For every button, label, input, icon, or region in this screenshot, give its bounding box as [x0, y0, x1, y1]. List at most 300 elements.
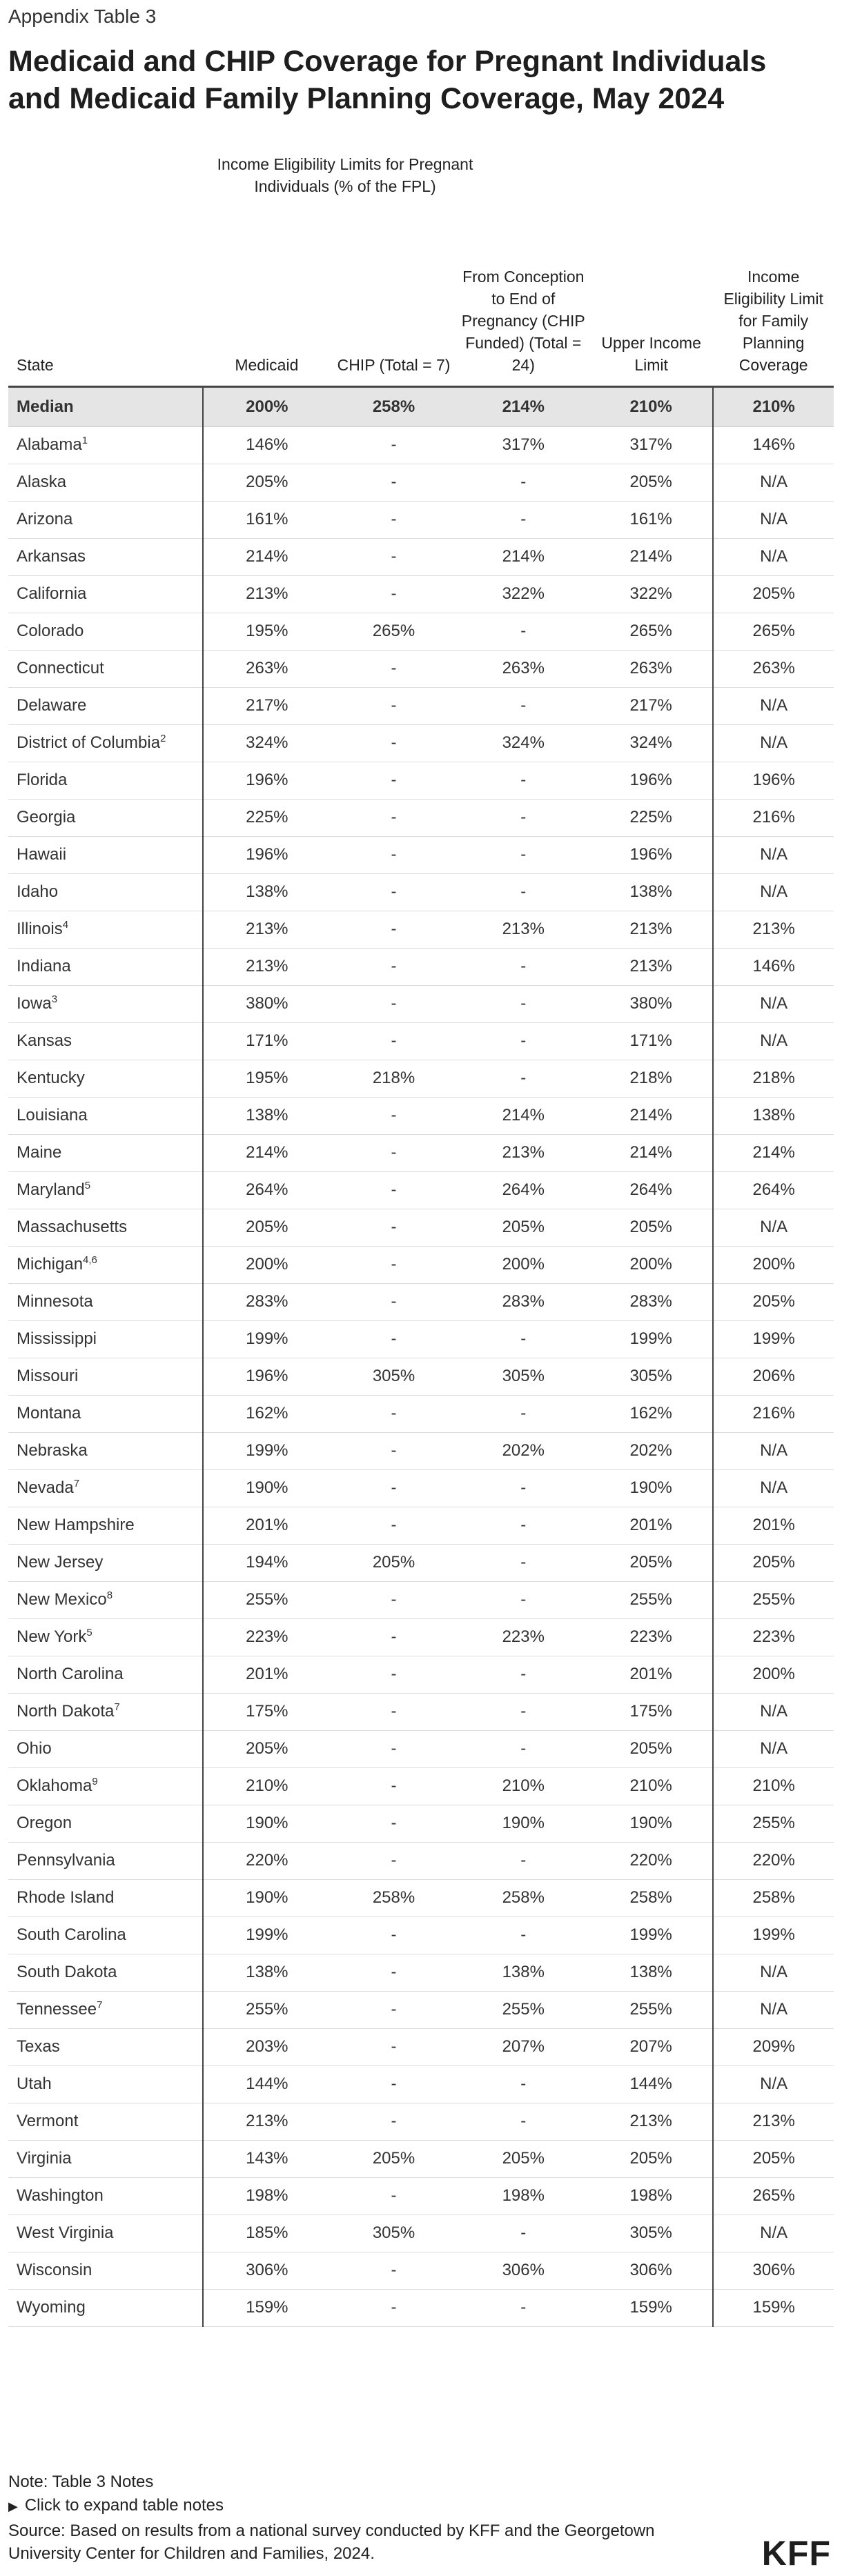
appendix-label: Appendix Table 3	[8, 6, 157, 27]
cell-state	[8, 985, 203, 1022]
cell-upper: 220%	[589, 1842, 713, 1879]
cell-state	[8, 2252, 203, 2289]
median-label: Median	[8, 386, 203, 426]
cell-family-planning: N/A	[713, 1469, 834, 1507]
cell-upper: 201%	[589, 1656, 713, 1693]
cell-family-planning: N/A	[713, 1022, 834, 1060]
cell-family-planning: N/A	[713, 1693, 834, 1730]
table-row	[8, 1730, 834, 1767]
cell-upper: 175%	[589, 1693, 713, 1730]
cell-medicaid: 196%	[203, 1358, 330, 1395]
cell-medicaid: 194%	[203, 1544, 330, 1581]
cell-state	[8, 1656, 203, 1693]
cell-upper: 214%	[589, 1097, 713, 1134]
table-row	[8, 1656, 834, 1693]
state-name: Georgia	[17, 808, 76, 826]
cell-medicaid: 195%	[203, 613, 330, 650]
cell-family-planning: 138%	[713, 1097, 834, 1134]
cell-upper: 223%	[589, 1618, 713, 1656]
cell-family-planning: 205%	[713, 575, 834, 613]
cell-state	[8, 1954, 203, 1991]
cell-family-planning: N/A	[713, 1209, 834, 1246]
cell-upper: 190%	[589, 1805, 713, 1842]
state-name: South Dakota	[17, 1963, 117, 1981]
triangle-right-icon: ▶	[8, 2499, 18, 2513]
cell-family-planning: 218%	[713, 1060, 834, 1097]
state-name: Oregon	[17, 1814, 72, 1832]
cell-conception: 205%	[458, 2140, 589, 2177]
cell-conception: -	[458, 613, 589, 650]
cell-chip: -	[330, 799, 457, 836]
cell-conception: -	[458, 1842, 589, 1879]
table-row	[8, 1209, 834, 1246]
state-name: Rhode Island	[17, 1888, 115, 1907]
table-row	[8, 2103, 834, 2140]
state-name: Kansas	[17, 1031, 72, 1050]
cell-state	[8, 1097, 203, 1134]
cell-family-planning: 258%	[713, 1879, 834, 1916]
cell-family-planning: N/A	[713, 836, 834, 873]
cell-chip: -	[330, 1618, 457, 1656]
cell-conception: -	[458, 1656, 589, 1693]
page-title: Medicaid and CHIP Coverage for Pregnant Individuals and Medicaid Family Planning Coverage, May 2024	[8, 45, 767, 115]
cell-conception: -	[458, 1320, 589, 1358]
cell-conception: -	[458, 1469, 589, 1507]
cell-family-planning: 216%	[713, 1395, 834, 1432]
state-name: Connecticut	[17, 659, 104, 677]
state-name: Colorado	[17, 622, 84, 640]
table-row	[8, 2215, 834, 2252]
cell-upper: 305%	[589, 1358, 713, 1395]
state-name: Arizona	[17, 510, 73, 528]
cell-family-planning: 255%	[713, 1805, 834, 1842]
cell-chip: -	[330, 1283, 457, 1320]
median-conception: 214%	[458, 386, 589, 426]
state-name: Missouri	[17, 1367, 79, 1385]
expand-notes-toggle[interactable]	[8, 2496, 224, 2515]
table-row	[8, 1991, 834, 2028]
cell-conception: 255%	[458, 1991, 589, 2028]
cell-chip: -	[330, 948, 457, 985]
cell-state	[8, 1916, 203, 1954]
col-header-conception: From Conception to End of Pregnancy (CHIP Funded) (Total = 24)	[458, 207, 589, 386]
cell-chip: -	[330, 1209, 457, 1246]
state-name: California	[17, 584, 87, 603]
median-family-planning: 210%	[713, 386, 834, 426]
table-row	[8, 687, 834, 724]
cell-state	[8, 1320, 203, 1358]
cell-medicaid: 220%	[203, 1842, 330, 1879]
state-name: Nevada	[17, 1478, 74, 1497]
cell-chip: -	[330, 1730, 457, 1767]
cell-upper: 207%	[589, 2028, 713, 2065]
cell-chip: -	[330, 911, 457, 948]
state-name: Vermont	[17, 2112, 79, 2130]
cell-conception: 263%	[458, 650, 589, 687]
state-name: Alabama	[17, 435, 82, 454]
table-row	[8, 1469, 834, 1507]
cell-upper: 213%	[589, 911, 713, 948]
cell-medicaid: 201%	[203, 1507, 330, 1544]
cell-state	[8, 1395, 203, 1432]
cell-medicaid: 196%	[203, 762, 330, 799]
cell-state	[8, 724, 203, 762]
table-row	[8, 1805, 834, 1842]
table-row	[8, 650, 834, 687]
state-name: Maryland	[17, 1180, 85, 1199]
table-row	[8, 426, 834, 464]
cell-upper: 199%	[589, 1916, 713, 1954]
cell-medicaid: 210%	[203, 1767, 330, 1805]
cell-state	[8, 1730, 203, 1767]
cell-conception: -	[458, 948, 589, 985]
cell-family-planning: 214%	[713, 1134, 834, 1171]
cell-medicaid: 138%	[203, 1097, 330, 1134]
cell-medicaid: 199%	[203, 1432, 330, 1469]
cell-family-planning: 146%	[713, 948, 834, 985]
cell-family-planning: 199%	[713, 1320, 834, 1358]
cell-conception: 198%	[458, 2177, 589, 2215]
table-row	[8, 985, 834, 1022]
table-row	[8, 724, 834, 762]
cell-medicaid: 214%	[203, 538, 330, 575]
cell-upper: 205%	[589, 1544, 713, 1581]
footnote-marker: 7	[97, 1999, 103, 2011]
cell-family-planning: N/A	[713, 873, 834, 911]
cell-upper: 210%	[589, 1767, 713, 1805]
cell-family-planning: 210%	[713, 1767, 834, 1805]
cell-chip: -	[330, 873, 457, 911]
cell-upper: 306%	[589, 2252, 713, 2289]
cell-state	[8, 1469, 203, 1507]
cell-family-planning: 306%	[713, 2252, 834, 2289]
table-row	[8, 1060, 834, 1097]
state-name: Indiana	[17, 957, 71, 975]
cell-conception: -	[458, 501, 589, 538]
median-chip: 258%	[330, 386, 457, 426]
table-row	[8, 1022, 834, 1060]
cell-family-planning: 205%	[713, 2140, 834, 2177]
cell-conception: -	[458, 836, 589, 873]
cell-state	[8, 464, 203, 501]
cell-state	[8, 1246, 203, 1283]
cell-family-planning: N/A	[713, 687, 834, 724]
cell-conception: -	[458, 873, 589, 911]
col-header-chip: CHIP (Total = 7)	[330, 207, 457, 386]
footnote-marker: 4	[62, 919, 69, 931]
cell-upper: 214%	[589, 538, 713, 575]
state-name: Minnesota	[17, 1292, 93, 1311]
cell-medicaid: 200%	[203, 1246, 330, 1283]
state-name: Nebraska	[17, 1441, 88, 1460]
footnote-marker: 2	[160, 733, 166, 744]
cell-family-planning: 146%	[713, 426, 834, 464]
cell-medicaid: 190%	[203, 1469, 330, 1507]
cell-upper: 205%	[589, 1209, 713, 1246]
table-row	[8, 2140, 834, 2177]
cell-medicaid: 205%	[203, 1209, 330, 1246]
col-header-medicaid: Medicaid	[203, 207, 330, 386]
cell-upper: 317%	[589, 426, 713, 464]
cell-state	[8, 799, 203, 836]
cell-state	[8, 2065, 203, 2103]
table-row	[8, 948, 834, 985]
state-name: Tennessee	[17, 2000, 97, 2019]
cell-upper: 255%	[589, 1581, 713, 1618]
cell-upper: 138%	[589, 1954, 713, 1991]
cell-conception: -	[458, 1693, 589, 1730]
table-row	[8, 1693, 834, 1730]
cell-chip: -	[330, 836, 457, 873]
cell-conception: 264%	[458, 1171, 589, 1209]
cell-upper: 322%	[589, 575, 713, 613]
cell-state	[8, 2028, 203, 2065]
state-name: South Carolina	[17, 1925, 126, 1944]
cell-medicaid: 225%	[203, 799, 330, 836]
cell-chip: -	[330, 1991, 457, 2028]
table-row	[8, 464, 834, 501]
cell-conception: -	[458, 985, 589, 1022]
cell-chip: -	[330, 1656, 457, 1693]
state-name: Washington	[17, 2186, 104, 2205]
cell-state	[8, 426, 203, 464]
cell-chip: -	[330, 1134, 457, 1171]
cell-chip: -	[330, 2028, 457, 2065]
cell-chip: -	[330, 1507, 457, 1544]
cell-medicaid: 199%	[203, 1916, 330, 1954]
state-name: Maine	[17, 1143, 62, 1162]
table-row	[8, 2252, 834, 2289]
cell-family-planning: N/A	[713, 2215, 834, 2252]
cell-upper: 171%	[589, 1022, 713, 1060]
state-name: Mississippi	[17, 1329, 97, 1348]
table-row	[8, 613, 834, 650]
state-name: Virginia	[17, 2149, 72, 2168]
cell-medicaid: 144%	[203, 2065, 330, 2103]
cell-medicaid: 143%	[203, 2140, 330, 2177]
cell-medicaid: 324%	[203, 724, 330, 762]
cell-upper: 198%	[589, 2177, 713, 2215]
cell-chip: -	[330, 1022, 457, 1060]
cell-conception: 305%	[458, 1358, 589, 1395]
cell-conception: 322%	[458, 575, 589, 613]
state-name: Idaho	[17, 882, 59, 901]
cell-upper: 201%	[589, 1507, 713, 1544]
cell-chip: -	[330, 1581, 457, 1618]
cell-medicaid: 175%	[203, 1693, 330, 1730]
state-name: Wyoming	[17, 2298, 86, 2317]
state-name: North Carolina	[17, 1665, 124, 1683]
table-row	[8, 1432, 834, 1469]
cell-state	[8, 575, 203, 613]
source-note: Source: Based on results from a national survey conducted by KFF and the Georgetown University Center for Children and Families, 2024.	[8, 2521, 655, 2563]
cell-state	[8, 1134, 203, 1171]
table-row	[8, 1581, 834, 1618]
cell-state	[8, 1842, 203, 1879]
cell-state	[8, 1693, 203, 1730]
footnote-marker: 8	[106, 1589, 113, 1601]
eligibility-table	[8, 207, 834, 2327]
cell-upper: 380%	[589, 985, 713, 1022]
footnote-marker: 3	[51, 993, 58, 1005]
cell-upper: 214%	[589, 1134, 713, 1171]
cell-chip: -	[330, 687, 457, 724]
table-row	[8, 1395, 834, 1432]
cell-state	[8, 538, 203, 575]
cell-state	[8, 1879, 203, 1916]
cell-chip: -	[330, 1469, 457, 1507]
table-row	[8, 1544, 834, 1581]
cell-state	[8, 1060, 203, 1097]
cell-conception: 205%	[458, 1209, 589, 1246]
cell-conception: 207%	[458, 2028, 589, 2065]
cell-conception: -	[458, 1022, 589, 1060]
table-note: Note: Table 3 Notes	[8, 2473, 154, 2491]
cell-chip: 258%	[330, 1879, 457, 1916]
cell-chip: -	[330, 1097, 457, 1134]
cell-upper: 199%	[589, 1320, 713, 1358]
table-row	[8, 501, 834, 538]
cell-chip: 305%	[330, 2215, 457, 2252]
cell-family-planning: 199%	[713, 1916, 834, 1954]
cell-state	[8, 613, 203, 650]
cell-chip: 205%	[330, 2140, 457, 2177]
footnote-marker: 5	[86, 1627, 92, 1638]
cell-chip: -	[330, 1395, 457, 1432]
cell-state	[8, 501, 203, 538]
cell-medicaid: 205%	[203, 1730, 330, 1767]
cell-chip: -	[330, 1432, 457, 1469]
cell-conception: 190%	[458, 1805, 589, 1842]
cell-family-planning: 216%	[713, 799, 834, 836]
cell-medicaid: 380%	[203, 985, 330, 1022]
table-row	[8, 799, 834, 836]
cell-medicaid: 159%	[203, 2289, 330, 2326]
cell-chip: -	[330, 1246, 457, 1283]
cell-conception: -	[458, 1060, 589, 1097]
cell-conception: -	[458, 2103, 589, 2140]
cell-family-planning: N/A	[713, 1954, 834, 1991]
state-name: Iowa	[17, 994, 52, 1013]
table-row	[8, 2289, 834, 2326]
cell-conception: 317%	[458, 426, 589, 464]
cell-chip: -	[330, 2065, 457, 2103]
cell-state	[8, 1209, 203, 1246]
cell-chip: -	[330, 2177, 457, 2215]
cell-state	[8, 2215, 203, 2252]
cell-conception: -	[458, 464, 589, 501]
table-row	[8, 1358, 834, 1395]
cell-conception: 138%	[458, 1954, 589, 1991]
cell-chip: -	[330, 724, 457, 762]
cell-chip: -	[330, 464, 457, 501]
table-row	[8, 1171, 834, 1209]
cell-family-planning: 209%	[713, 2028, 834, 2065]
state-name: Pennsylvania	[17, 1851, 115, 1870]
cell-family-planning: N/A	[713, 1730, 834, 1767]
state-name: Delaware	[17, 696, 87, 715]
cell-medicaid: 161%	[203, 501, 330, 538]
cell-family-planning: 205%	[713, 1283, 834, 1320]
state-name: District of Columbia	[17, 733, 161, 752]
cell-state	[8, 1805, 203, 1842]
cell-chip: -	[330, 1767, 457, 1805]
cell-upper: 138%	[589, 873, 713, 911]
expand-notes-label: Click to expand table notes	[24, 2496, 224, 2515]
cell-conception: 213%	[458, 1134, 589, 1171]
state-name: Hawaii	[17, 845, 67, 864]
cell-state	[8, 1991, 203, 2028]
cell-upper: 283%	[589, 1283, 713, 1320]
cell-upper: 162%	[589, 1395, 713, 1432]
cell-state	[8, 1283, 203, 1320]
cell-upper: 202%	[589, 1432, 713, 1469]
cell-state	[8, 2140, 203, 2177]
cell-state	[8, 1171, 203, 1209]
cell-family-planning: N/A	[713, 464, 834, 501]
cell-conception: -	[458, 1730, 589, 1767]
footnote-marker: 4,6	[83, 1254, 97, 1266]
cell-conception: 200%	[458, 1246, 589, 1283]
cell-upper: 305%	[589, 2215, 713, 2252]
cell-state	[8, 1581, 203, 1618]
state-name: North Dakota	[17, 1702, 115, 1721]
cell-chip: -	[330, 2103, 457, 2140]
table-row	[8, 1134, 834, 1171]
footnote-marker: 7	[114, 1701, 120, 1713]
cell-medicaid: 306%	[203, 2252, 330, 2289]
cell-state	[8, 1022, 203, 1060]
cell-family-planning: 200%	[713, 1656, 834, 1693]
cell-medicaid: 138%	[203, 873, 330, 911]
table-row	[8, 1954, 834, 1991]
table-row	[8, 1246, 834, 1283]
median-upper: 210%	[589, 386, 713, 426]
cell-family-planning: N/A	[713, 538, 834, 575]
footnote-marker: 7	[73, 1478, 80, 1489]
cell-conception: -	[458, 1581, 589, 1618]
cell-medicaid: 214%	[203, 1134, 330, 1171]
cell-state	[8, 873, 203, 911]
cell-family-planning: 206%	[713, 1358, 834, 1395]
cell-upper: 263%	[589, 650, 713, 687]
state-name: New Hampshire	[17, 1516, 135, 1534]
state-name: New Jersey	[17, 1553, 104, 1572]
cell-medicaid: 205%	[203, 464, 330, 501]
cell-conception: 306%	[458, 2252, 589, 2289]
cell-family-planning: 200%	[713, 1246, 834, 1283]
state-name: Texas	[17, 2037, 60, 2056]
cell-chip: -	[330, 985, 457, 1022]
table-row	[8, 1916, 834, 1954]
table-row	[8, 873, 834, 911]
cell-upper: 200%	[589, 1246, 713, 1283]
cell-chip: -	[330, 2289, 457, 2326]
state-name: Montana	[17, 1404, 81, 1423]
cell-state	[8, 948, 203, 985]
cell-state	[8, 2289, 203, 2326]
cell-conception: -	[458, 2065, 589, 2103]
cell-conception: -	[458, 762, 589, 799]
cell-state	[8, 1507, 203, 1544]
cell-medicaid: 255%	[203, 1581, 330, 1618]
cell-conception: -	[458, 1916, 589, 1954]
cell-upper: 196%	[589, 762, 713, 799]
cell-chip: -	[330, 2252, 457, 2289]
cell-state	[8, 911, 203, 948]
cell-state	[8, 2177, 203, 2215]
cell-medicaid: 195%	[203, 1060, 330, 1097]
